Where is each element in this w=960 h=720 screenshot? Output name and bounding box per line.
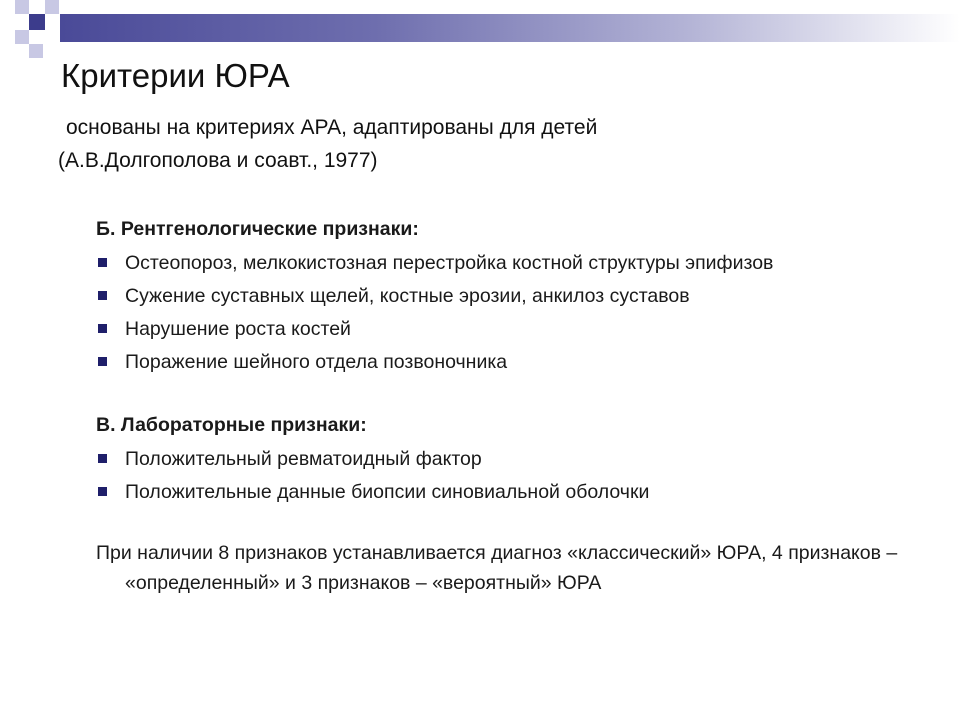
- slide-title: Критерии ЮРА: [61, 57, 290, 94]
- list-item: Положительный ревматоидный фактор: [96, 446, 916, 472]
- list-item: Поражение шейного отдела позвоночника: [96, 349, 916, 375]
- square-bullet-icon: [98, 487, 107, 496]
- list-item: Положительные данные биопсии синовиальной оболочки: [96, 479, 916, 505]
- subtitle-line: (А.В.Долгополова и соавт., 1977): [58, 149, 378, 172]
- list-item: Нарушение роста костей: [96, 316, 916, 342]
- slide-subtitle: [58, 111, 597, 177]
- list-item: Сужение суставных щелей, костные эрозии, анкилоз суставов: [96, 283, 916, 309]
- diagnosis-note: При наличии 8 признаков устанавливается диагноз «классический» ЮРА, 4 признаков – «определенный» и 3 признаков – «вероятный» ЮРА: [96, 542, 898, 594]
- square-bullet-icon: [98, 324, 107, 333]
- square-bullet-icon: [98, 258, 107, 267]
- gradient-bar: [60, 14, 960, 42]
- square-bullet-icon: [98, 357, 107, 366]
- subtitle-line: основаны на критериях АРА, адаптированы для детей: [66, 116, 598, 139]
- section-heading-lab: В. Лабораторные признаки:: [96, 414, 367, 436]
- section-heading-xray: Б. Рентгенологические признаки:: [96, 218, 419, 240]
- square-bullet-icon: [98, 291, 107, 300]
- list-item: Остеопороз, мелкокистозная перестройка костной структуры эпифизов: [96, 250, 916, 276]
- xray-signs-list: [96, 250, 916, 375]
- square-bullet-icon: [98, 454, 107, 463]
- decor-square: [45, 0, 59, 14]
- slide-body: [96, 216, 916, 598]
- decor-square: [29, 14, 45, 30]
- decor-square: [15, 30, 29, 44]
- decor-square: [15, 0, 29, 14]
- lab-signs-list: [96, 446, 916, 505]
- decor-square: [29, 44, 43, 58]
